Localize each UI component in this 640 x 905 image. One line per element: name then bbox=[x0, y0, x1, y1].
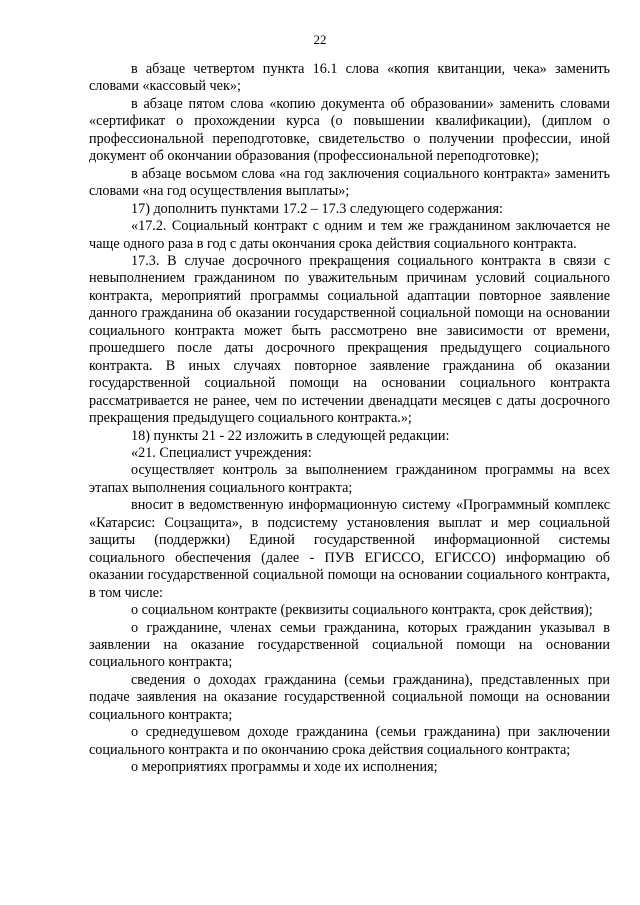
paragraph: в абзаце четвертом пункта 16.1 слова «копия квитанции, чека» заменить словами «кассовый чек»; bbox=[89, 61, 610, 95]
paragraph: вносит в ведомственную информационную систему «Программный комплекс «Катарсис: Соцзащита», в подсистему установления выплат и мер социальной защиты (поддержки) Единой государственной информационной системы социального обеспечения (далее - ПУВ ЕГИССО, ЕГИССО) информацию об оказании государственной социальной помощи на основании социального контракта, в том числе: bbox=[89, 497, 610, 601]
paragraph: «17.2. Социальный контракт с одним и тем же гражданином заключается не чаще одного раза в год с даты окончания срока действия социального контракта. bbox=[89, 218, 610, 252]
paragraph: 17) дополнить пунктами 17.2 – 17.3 следующего содержания: bbox=[131, 200, 503, 217]
paragraph: в абзаце восьмом слова «на год заключения социального контракта» заменить словами «на год осуществления выплаты»; bbox=[89, 165, 610, 200]
document-body bbox=[89, 61, 610, 777]
paragraph: о мероприятиях программы и ходе их исполнения; bbox=[131, 759, 438, 776]
paragraph: о гражданине, членах семьи гражданина, которых гражданин указывал в заявлении на оказание государственной социальной помощи на основании социального контракта; bbox=[89, 619, 610, 671]
paragraph: о социальном контракте (реквизиты социального контракта, срок действия); bbox=[131, 602, 593, 619]
paragraph: 17.3. В случае досрочного прекращения социального контракта в связи с невыполнением гражданином по уважительным причинам условий социального контракта, мероприятий программы социальной адаптации повторное заявление данного гражданина об оказании государственной социальной помощи на основании социального контракта может быть рассмотрено вне зависимости от времени, прошедшего после даты досрочного прекращения предыдущего социального контракта. В иных случаях повторное заявление гражданина об оказании государственной социальной помощи на основании социального контракта рассматривается не ранее, чем по истечении двенадцати месяцев с даты досрочного прекращения предыдущего социального контракта.»; bbox=[89, 252, 610, 427]
paragraph: «21. Специалист учреждения: bbox=[131, 444, 312, 461]
paragraph: сведения о доходах гражданина (семьи гражданина), представленных при подаче заявления на оказание государственной социальной помощи на основании социального контракта; bbox=[89, 671, 610, 723]
page-number: 22 bbox=[313, 32, 327, 47]
paragraph: в абзаце пятом слова «копию документа об образовании» заменить словами «сертификат о прохождении курса (о повышении квалификации), (диплом о профессиональной переподготовке, свидетельство о получении профессии, иной документ об окончании образования (профессиональной переподготовке); bbox=[89, 95, 610, 165]
paragraph: осуществляет контроль за выполнением гражданином программы на всех этапах выполнения социального контракта; bbox=[89, 462, 610, 496]
paragraph: о среднедушевом доходе гражданина (семьи гражданина) при заключении социального контракта и по окончанию срока действия социального контракта; bbox=[89, 724, 610, 758]
paragraph: 18) пункты 21 - 22 изложить в следующей редакции: bbox=[131, 427, 450, 444]
